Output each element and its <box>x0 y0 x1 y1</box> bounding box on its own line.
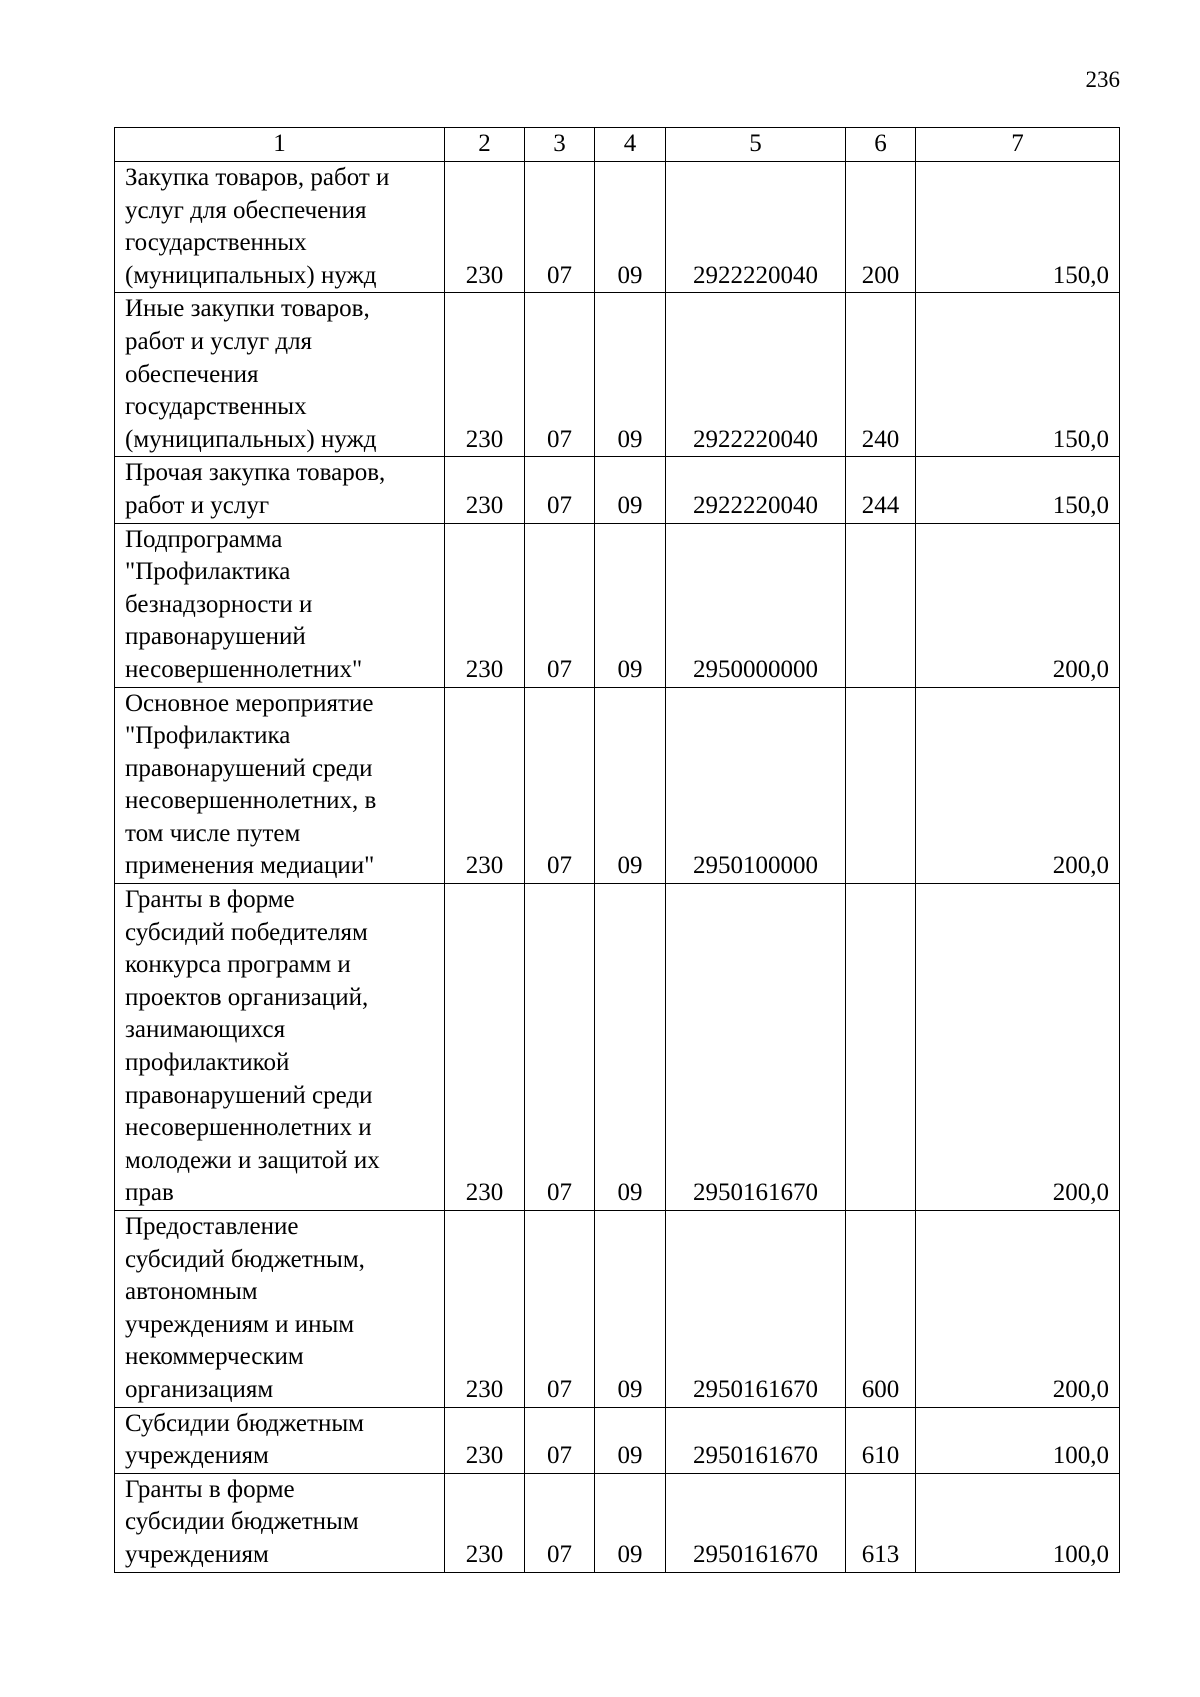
table-header-row <box>115 128 1120 162</box>
cell-code-3: 07 <box>525 1473 595 1572</box>
cell-code-3: 07 <box>525 457 595 523</box>
table-row <box>115 1473 1120 1572</box>
column-header: 5 <box>666 128 846 162</box>
cell-code-5: 2950161670 <box>666 1473 846 1572</box>
page-number: 236 <box>1085 67 1120 92</box>
cell-code-5: 2922220040 <box>666 293 846 457</box>
cell-code-4: 09 <box>595 884 666 1211</box>
table-row <box>115 523 1120 687</box>
cell-amount: 150,0 <box>916 162 1120 293</box>
row-name: Субсидии бюджетным учреждениям <box>115 1407 445 1473</box>
cell-code-6: 613 <box>846 1473 916 1572</box>
cell-code-4: 09 <box>595 523 666 687</box>
cell-code-6: 600 <box>846 1211 916 1408</box>
cell-amount: 200,0 <box>916 1211 1120 1408</box>
cell-code-4: 09 <box>595 1407 666 1473</box>
table-row <box>115 457 1120 523</box>
cell-code-4: 09 <box>595 293 666 457</box>
row-name: Закупка товаров, работ и услуг для обеспечения государственных (муниципальных) нужд <box>115 162 445 293</box>
cell-amount: 100,0 <box>916 1407 1120 1473</box>
cell-amount: 200,0 <box>916 687 1120 884</box>
cell-code-3: 07 <box>525 293 595 457</box>
cell-amount: 100,0 <box>916 1473 1120 1572</box>
row-name: Подпрограмма "Профилактика безнадзорности и правонарушений несовершеннолетних" <box>115 523 445 687</box>
table-row <box>115 884 1120 1211</box>
cell-code-2: 230 <box>445 293 525 457</box>
table-row <box>115 687 1120 884</box>
cell-code-5: 2950100000 <box>666 687 846 884</box>
cell-amount: 150,0 <box>916 457 1120 523</box>
cell-code-4: 09 <box>595 457 666 523</box>
cell-code-5: 2922220040 <box>666 457 846 523</box>
row-name: Предоставление субсидий бюджетным, автономным учреждениям и иным некоммерческим организациям <box>115 1211 445 1408</box>
cell-code-5: 2922220040 <box>666 162 846 293</box>
row-name: Основное мероприятие "Профилактика правонарушений среди несовершеннолетних, в том числе путем применения медиации" <box>115 687 445 884</box>
cell-code-4: 09 <box>595 687 666 884</box>
cell-code-6 <box>846 523 916 687</box>
column-header: 1 <box>115 128 445 162</box>
cell-code-3: 07 <box>525 884 595 1211</box>
column-header: 2 <box>445 128 525 162</box>
column-header: 6 <box>846 128 916 162</box>
cell-code-6 <box>846 884 916 1211</box>
cell-code-2: 230 <box>445 1407 525 1473</box>
cell-code-4: 09 <box>595 1473 666 1572</box>
cell-code-5: 2950161670 <box>666 884 846 1211</box>
row-name: Гранты в форме субсидии бюджетным учреждениям <box>115 1473 445 1572</box>
cell-code-5: 2950161670 <box>666 1407 846 1473</box>
cell-code-3: 07 <box>525 1407 595 1473</box>
row-name: Иные закупки товаров, работ и услуг для обеспечения государственных (муниципальных) нужд <box>115 293 445 457</box>
row-name: Прочая закупка товаров, работ и услуг <box>115 457 445 523</box>
cell-code-4: 09 <box>595 162 666 293</box>
column-header: 7 <box>916 128 1120 162</box>
table-row <box>115 162 1120 293</box>
cell-code-6: 610 <box>846 1407 916 1473</box>
cell-code-6: 244 <box>846 457 916 523</box>
cell-amount: 200,0 <box>916 884 1120 1211</box>
table-row <box>115 1211 1120 1408</box>
cell-amount: 150,0 <box>916 293 1120 457</box>
column-header: 4 <box>595 128 666 162</box>
cell-amount: 200,0 <box>916 523 1120 687</box>
cell-code-5: 2950161670 <box>666 1211 846 1408</box>
cell-code-2: 230 <box>445 884 525 1211</box>
cell-code-6: 240 <box>846 293 916 457</box>
table-row <box>115 293 1120 457</box>
column-header: 3 <box>525 128 595 162</box>
cell-code-2: 230 <box>445 1211 525 1408</box>
cell-code-5: 2950000000 <box>666 523 846 687</box>
cell-code-2: 230 <box>445 1473 525 1572</box>
cell-code-6 <box>846 687 916 884</box>
cell-code-2: 230 <box>445 457 525 523</box>
cell-code-2: 230 <box>445 523 525 687</box>
cell-code-6: 200 <box>846 162 916 293</box>
cell-code-3: 07 <box>525 687 595 884</box>
row-name: Гранты в форме субсидий победителям конкурса программ и проектов организаций, занимающихся профилактикой правонарушений среди несовершеннолетних и молодежи и защитой их прав <box>115 884 445 1211</box>
budget-table <box>114 127 1120 1573</box>
cell-code-3: 07 <box>525 162 595 293</box>
cell-code-2: 230 <box>445 162 525 293</box>
cell-code-3: 07 <box>525 523 595 687</box>
table-row <box>115 1407 1120 1473</box>
cell-code-2: 230 <box>445 687 525 884</box>
cell-code-3: 07 <box>525 1211 595 1408</box>
cell-code-4: 09 <box>595 1211 666 1408</box>
